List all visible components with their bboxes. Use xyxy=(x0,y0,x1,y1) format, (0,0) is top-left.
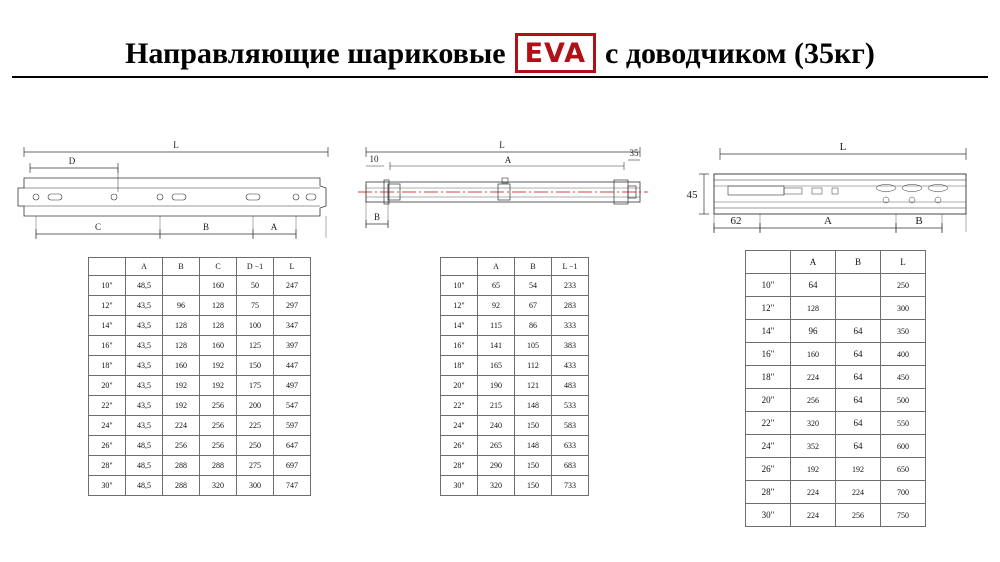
table-row xyxy=(89,376,311,396)
table-cell: 224 xyxy=(836,481,881,504)
table-cell: 128 xyxy=(163,336,200,356)
column-header: B xyxy=(836,251,881,274)
table-cell: 150 xyxy=(237,356,274,376)
column-header: L xyxy=(274,258,311,276)
title-text-after: с доводчиком (35кг) xyxy=(605,37,875,70)
table-cell: 240 xyxy=(478,416,515,436)
table-cell: 64 xyxy=(836,412,881,435)
table-cell: 283 xyxy=(552,296,589,316)
table-cell: 150 xyxy=(515,476,552,496)
diagram-middle xyxy=(352,130,652,250)
row-size-label: 14" xyxy=(89,316,126,336)
column-header xyxy=(746,251,791,274)
table-cell: 733 xyxy=(552,476,589,496)
row-size-label: 26" xyxy=(89,436,126,456)
table-cell: 86 xyxy=(515,316,552,336)
table-cell: 192 xyxy=(791,458,836,481)
table-cell: 697 xyxy=(274,456,311,476)
table-cell: 43,5 xyxy=(126,336,163,356)
svg-text:10: 10 xyxy=(369,154,379,164)
table-cell: 141 xyxy=(478,336,515,356)
title-text-before: Направляющие шариковые xyxy=(125,37,506,70)
table-cell: 65 xyxy=(478,276,515,296)
row-size-label: 18" xyxy=(441,356,478,376)
table-header-row xyxy=(746,251,926,274)
svg-text:L: L xyxy=(839,141,847,153)
table-cell: 483 xyxy=(552,376,589,396)
table-row xyxy=(441,316,589,336)
table-cell: 64 xyxy=(791,274,836,297)
table-cell: 50 xyxy=(237,276,274,296)
row-size-label: 12" xyxy=(441,296,478,316)
table-cell: 450 xyxy=(881,366,926,389)
table-cell: 100 xyxy=(237,316,274,336)
row-size-label: 10" xyxy=(89,276,126,296)
table-cell: 233 xyxy=(552,276,589,296)
table-cell: 320 xyxy=(478,476,515,496)
table-cell: 150 xyxy=(515,416,552,436)
svg-text:45: 45 xyxy=(686,189,698,201)
table-cell: 400 xyxy=(881,343,926,366)
row-size-label: 10" xyxy=(441,276,478,296)
table-cell: 300 xyxy=(881,297,926,320)
table-cell: 43,5 xyxy=(126,296,163,316)
table-cell: 160 xyxy=(200,276,237,296)
svg-text:A: A xyxy=(270,222,278,232)
table-cell: 105 xyxy=(515,336,552,356)
table-cell: 64 xyxy=(836,435,881,458)
table-cell: 160 xyxy=(791,343,836,366)
table-cell: 175 xyxy=(237,376,274,396)
table-cell: 43,5 xyxy=(126,356,163,376)
table-cell: 192 xyxy=(163,376,200,396)
table-row xyxy=(89,416,311,436)
svg-text:L: L xyxy=(173,140,179,150)
table-cell: 288 xyxy=(200,456,237,476)
table-cell: 64 xyxy=(836,343,881,366)
table-row xyxy=(441,416,589,436)
table-row xyxy=(89,296,311,316)
table-cell: 224 xyxy=(791,504,836,527)
row-size-label: 10" xyxy=(746,274,791,297)
table-row xyxy=(441,336,589,356)
row-size-label: 22" xyxy=(89,396,126,416)
svg-text:B: B xyxy=(373,212,381,222)
table-row xyxy=(746,412,926,435)
table-cell: 600 xyxy=(881,435,926,458)
table-cell: 48,5 xyxy=(126,436,163,456)
column-header: C xyxy=(200,258,237,276)
column-header: A xyxy=(791,251,836,274)
table-cell: 148 xyxy=(515,436,552,456)
table-cell: 256 xyxy=(200,436,237,456)
table-cell: 290 xyxy=(478,456,515,476)
eva-logo xyxy=(515,33,596,73)
row-size-label: 28" xyxy=(441,456,478,476)
table-cell: 265 xyxy=(478,436,515,456)
table-cell: 750 xyxy=(881,504,926,527)
diagram-left xyxy=(10,130,340,250)
column-header: A xyxy=(126,258,163,276)
column-header: B xyxy=(515,258,552,276)
row-size-label: 12" xyxy=(89,296,126,316)
table-cell: 224 xyxy=(163,416,200,436)
svg-text:35: 35 xyxy=(629,148,639,158)
table-cell: 225 xyxy=(237,416,274,436)
table-cell: 75 xyxy=(237,296,274,316)
table-cell: 43,5 xyxy=(126,316,163,336)
row-size-label: 12" xyxy=(746,297,791,320)
table-cell: 256 xyxy=(836,504,881,527)
svg-text:B: B xyxy=(915,215,923,227)
table-row xyxy=(89,356,311,376)
table-row xyxy=(89,436,311,456)
table-cell: 550 xyxy=(881,412,926,435)
column-header: L −1 xyxy=(552,258,589,276)
table-cell xyxy=(836,274,881,297)
table-row xyxy=(746,343,926,366)
table-header-row xyxy=(89,258,311,276)
table-row xyxy=(746,504,926,527)
table-cell: 224 xyxy=(791,366,836,389)
table-cell: 96 xyxy=(791,320,836,343)
table-row xyxy=(441,376,589,396)
table-row xyxy=(441,396,589,416)
table-cell: 43,5 xyxy=(126,396,163,416)
table-cell: 256 xyxy=(163,436,200,456)
table-row xyxy=(441,356,589,376)
table-cell: 333 xyxy=(552,316,589,336)
table-cell: 67 xyxy=(515,296,552,316)
table-cell: 43,5 xyxy=(126,416,163,436)
table-cell: 128 xyxy=(200,296,237,316)
table-middle xyxy=(440,257,589,496)
table-cell: 597 xyxy=(274,416,311,436)
table-cell: 128 xyxy=(791,297,836,320)
svg-text:62: 62 xyxy=(730,215,742,227)
svg-text:A: A xyxy=(504,155,512,165)
table-cell: 160 xyxy=(200,336,237,356)
table-row xyxy=(441,276,589,296)
column-header: B xyxy=(163,258,200,276)
table-cell: 200 xyxy=(237,396,274,416)
table-cell: 112 xyxy=(515,356,552,376)
table-cell: 500 xyxy=(881,389,926,412)
row-size-label: 14" xyxy=(746,320,791,343)
table-row xyxy=(746,389,926,412)
table-row xyxy=(441,296,589,316)
table-cell: 256 xyxy=(200,416,237,436)
table-cell: 256 xyxy=(791,389,836,412)
table-cell: 583 xyxy=(552,416,589,436)
column-header xyxy=(89,258,126,276)
table-cell: 54 xyxy=(515,276,552,296)
table-cell: 383 xyxy=(552,336,589,356)
row-size-label: 24" xyxy=(441,416,478,436)
row-size-label: 20" xyxy=(89,376,126,396)
column-header: L xyxy=(881,251,926,274)
svg-text:C: C xyxy=(94,222,102,232)
table-cell: 397 xyxy=(274,336,311,356)
table-cell: 250 xyxy=(237,436,274,456)
table-cell xyxy=(836,297,881,320)
row-size-label: 20" xyxy=(441,376,478,396)
table-cell: 250 xyxy=(881,274,926,297)
table-cell: 160 xyxy=(163,356,200,376)
row-size-label: 22" xyxy=(441,396,478,416)
table-header-row xyxy=(441,258,589,276)
table-cell: 633 xyxy=(552,436,589,456)
table-cell: 192 xyxy=(163,396,200,416)
table-cell: 256 xyxy=(200,396,237,416)
table-row xyxy=(746,274,926,297)
table-cell: 192 xyxy=(836,458,881,481)
table-row xyxy=(441,436,589,456)
table-cell: 300 xyxy=(237,476,274,496)
table-cell: 347 xyxy=(274,316,311,336)
table-cell: 647 xyxy=(274,436,311,456)
page-title xyxy=(12,32,988,78)
table-cell: 433 xyxy=(552,356,589,376)
column-header: D −1 xyxy=(237,258,274,276)
table-cell: 121 xyxy=(515,376,552,396)
table-row xyxy=(746,435,926,458)
table-cell: 48,5 xyxy=(126,476,163,496)
table-cell xyxy=(163,276,200,296)
svg-text:A: A xyxy=(824,215,832,227)
table-cell: 115 xyxy=(478,316,515,336)
table-cell: 320 xyxy=(791,412,836,435)
table-cell: 150 xyxy=(515,456,552,476)
table-cell: 165 xyxy=(478,356,515,376)
row-size-label: 26" xyxy=(441,436,478,456)
table-row xyxy=(746,366,926,389)
table-left xyxy=(88,257,311,496)
table-cell: 125 xyxy=(237,336,274,356)
row-size-label: 24" xyxy=(746,435,791,458)
table-row xyxy=(441,456,589,476)
row-size-label: 24" xyxy=(89,416,126,436)
svg-text:D: D xyxy=(68,156,76,166)
table-row xyxy=(746,297,926,320)
table-cell: 148 xyxy=(515,396,552,416)
row-size-label: 30" xyxy=(89,476,126,496)
table-cell: 533 xyxy=(552,396,589,416)
table-row xyxy=(89,336,311,356)
table-cell: 700 xyxy=(881,481,926,504)
table-cell: 497 xyxy=(274,376,311,396)
row-size-label: 28" xyxy=(89,456,126,476)
table-row xyxy=(746,458,926,481)
row-size-label: 22" xyxy=(746,412,791,435)
table-cell: 320 xyxy=(200,476,237,496)
table-row xyxy=(89,456,311,476)
table-cell: 275 xyxy=(237,456,274,476)
table-cell: 352 xyxy=(791,435,836,458)
table-cell: 64 xyxy=(836,320,881,343)
table-row xyxy=(89,276,311,296)
table-cell: 192 xyxy=(200,376,237,396)
row-size-label: 18" xyxy=(89,356,126,376)
table-cell: 64 xyxy=(836,389,881,412)
table-cell: 48,5 xyxy=(126,456,163,476)
column-header xyxy=(441,258,478,276)
table-row xyxy=(89,396,311,416)
table-cell: 650 xyxy=(881,458,926,481)
table-cell: 447 xyxy=(274,356,311,376)
table-row xyxy=(746,481,926,504)
table-cell: 128 xyxy=(200,316,237,336)
row-size-label: 30" xyxy=(746,504,791,527)
table-row xyxy=(89,316,311,336)
row-size-label: 20" xyxy=(746,389,791,412)
eva-logo-text: EVA xyxy=(524,37,586,69)
table-cell: 215 xyxy=(478,396,515,416)
table-cell: 128 xyxy=(163,316,200,336)
table-cell: 48,5 xyxy=(126,276,163,296)
table-cell: 288 xyxy=(163,476,200,496)
table-cell: 747 xyxy=(274,476,311,496)
table-row xyxy=(89,476,311,496)
table-cell: 247 xyxy=(274,276,311,296)
table-cell: 64 xyxy=(836,366,881,389)
svg-text:L: L xyxy=(499,140,505,150)
row-size-label: 28" xyxy=(746,481,791,504)
row-size-label: 16" xyxy=(746,343,791,366)
column-header: A xyxy=(478,258,515,276)
table-cell: 288 xyxy=(163,456,200,476)
row-size-label: 30" xyxy=(441,476,478,496)
table-right xyxy=(745,250,926,527)
diagram-right xyxy=(680,128,980,248)
table-cell: 192 xyxy=(200,356,237,376)
row-size-label: 18" xyxy=(746,366,791,389)
table-row xyxy=(746,320,926,343)
row-size-label: 16" xyxy=(89,336,126,356)
table-cell: 92 xyxy=(478,296,515,316)
table-cell: 190 xyxy=(478,376,515,396)
table-cell: 297 xyxy=(274,296,311,316)
row-size-label: 26" xyxy=(746,458,791,481)
svg-text:B: B xyxy=(202,222,210,232)
row-size-label: 16" xyxy=(441,336,478,356)
table-row xyxy=(441,476,589,496)
table-cell: 547 xyxy=(274,396,311,416)
table-cell: 683 xyxy=(552,456,589,476)
row-size-label: 14" xyxy=(441,316,478,336)
table-cell: 43,5 xyxy=(126,376,163,396)
table-cell: 350 xyxy=(881,320,926,343)
table-cell: 96 xyxy=(163,296,200,316)
table-cell: 224 xyxy=(791,481,836,504)
